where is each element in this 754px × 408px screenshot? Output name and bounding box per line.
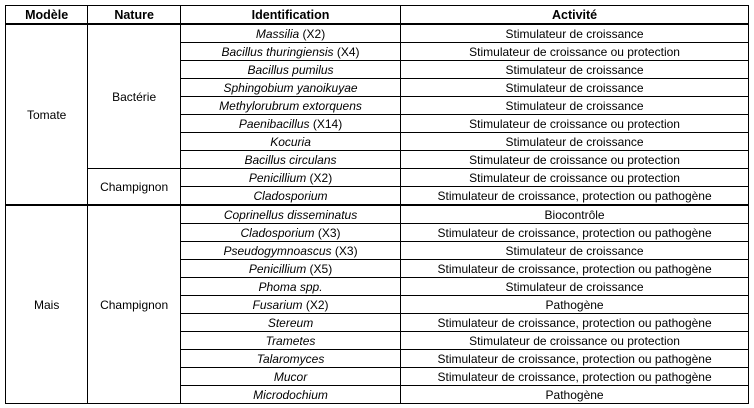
isolate-count: (X3) [331, 243, 358, 258]
activity-cell: Stimulateur de croissance [401, 61, 749, 79]
identification-cell [180, 368, 400, 386]
model-cell: Mais [6, 205, 88, 404]
model-cell: Tomate [6, 24, 88, 205]
identification-cell [180, 97, 400, 115]
organism-name: Coprinellus disseminatus [223, 207, 358, 222]
identification-cell [180, 314, 400, 332]
activity-cell: Stimulateur de croissance [401, 133, 749, 151]
header-activity: Activité [401, 6, 749, 25]
isolate-count: (X4) [333, 44, 360, 59]
organism-name: Bacillus circulans [244, 152, 337, 167]
identification-cell [180, 187, 400, 206]
identification-cell [180, 43, 400, 61]
activity-cell: Stimulateur de croissance ou protection [401, 151, 749, 169]
activity-cell: Stimulateur de croissance ou protection [401, 115, 749, 133]
identification-cell [180, 332, 400, 350]
table-row [6, 24, 749, 43]
activity-cell: Stimulateur de croissance [401, 242, 749, 260]
isolate-count: (X2) [302, 297, 329, 312]
organism-name: Pseudogymnoascus [223, 243, 332, 258]
activity-cell: Stimulateur de croissance ou protection [401, 169, 749, 187]
organism-name: Fusarium [252, 297, 303, 312]
identification-cell [180, 24, 400, 43]
header-row [6, 6, 749, 25]
header-identification: Identification [180, 6, 400, 25]
table-row [6, 205, 749, 224]
identification-cell [180, 224, 400, 242]
table-container [5, 5, 749, 404]
identification-cell [180, 278, 400, 296]
organism-name: Penicillium [248, 170, 307, 185]
activity-cell: Stimulateur de croissance [401, 79, 749, 97]
nature-cell: Champignon [88, 169, 181, 206]
identification-cell [180, 260, 400, 278]
identification-cell [180, 151, 400, 169]
organism-name: Methylorubrum extorquens [219, 98, 362, 113]
identification-cell [180, 61, 400, 79]
identification-cell [180, 115, 400, 133]
organism-table [5, 5, 749, 404]
identification-cell [180, 79, 400, 97]
organism-name: Bacillus pumilus [247, 62, 334, 77]
identification-cell [180, 350, 400, 368]
identification-cell [180, 296, 400, 314]
organism-name: Trametes [265, 333, 316, 348]
activity-cell: Stimulateur de croissance ou protection [401, 332, 749, 350]
activity-cell: Stimulateur de croissance, protection ou pathogène [401, 314, 749, 332]
organism-name: Microdochium [253, 387, 328, 402]
organism-name: Mucor [273, 369, 308, 384]
isolate-count: (X2) [299, 26, 326, 41]
activity-cell: Stimulateur de croissance, protection ou pathogène [401, 187, 749, 206]
table-row [6, 169, 749, 187]
activity-cell: Stimulateur de croissance, protection ou pathogène [401, 224, 749, 242]
identification-cell [180, 242, 400, 260]
activity-cell: Stimulateur de croissance [401, 278, 749, 296]
organism-name: Kocuria [270, 134, 311, 149]
isolate-count: (X3) [314, 225, 341, 240]
organism-name: Talaromyces [256, 351, 325, 366]
organism-name: Phoma spp. [258, 279, 323, 294]
organism-name: Sphingobium yanoikuyae [223, 80, 358, 95]
activity-cell: Stimulateur de croissance ou protection [401, 43, 749, 61]
identification-cell [180, 205, 400, 224]
identification-cell [180, 169, 400, 187]
isolate-count: (X2) [306, 170, 333, 185]
organism-name: Bacillus thuringiensis [221, 44, 334, 59]
nature-cell: Bactérie [88, 24, 181, 169]
nature-cell: Champignon [88, 205, 181, 404]
activity-cell: Stimulateur de croissance, protection ou pathogène [401, 350, 749, 368]
activity-cell: Stimulateur de croissance, protection ou pathogène [401, 368, 749, 386]
organism-name: Cladosporium [253, 188, 328, 203]
organism-name: Paenibacillus [238, 116, 310, 131]
activity-cell: Stimulateur de croissance, protection ou pathogène [401, 260, 749, 278]
header-nature: Nature [88, 6, 181, 25]
header-model: Modèle [6, 6, 88, 25]
activity-cell: Pathogène [401, 386, 749, 404]
organism-name: Cladosporium [240, 225, 315, 240]
activity-cell: Pathogène [401, 296, 749, 314]
organism-name: Stereum [267, 315, 314, 330]
activity-cell: Biocontrôle [401, 205, 749, 224]
activity-cell: Stimulateur de croissance [401, 24, 749, 43]
identification-cell [180, 133, 400, 151]
isolate-count: (X5) [306, 261, 333, 276]
organism-name: Massilia [255, 26, 300, 41]
organism-name: Penicillium [248, 261, 307, 276]
isolate-count: (X14) [309, 116, 343, 131]
identification-cell [180, 386, 400, 404]
activity-cell: Stimulateur de croissance [401, 97, 749, 115]
table-body [6, 24, 749, 404]
